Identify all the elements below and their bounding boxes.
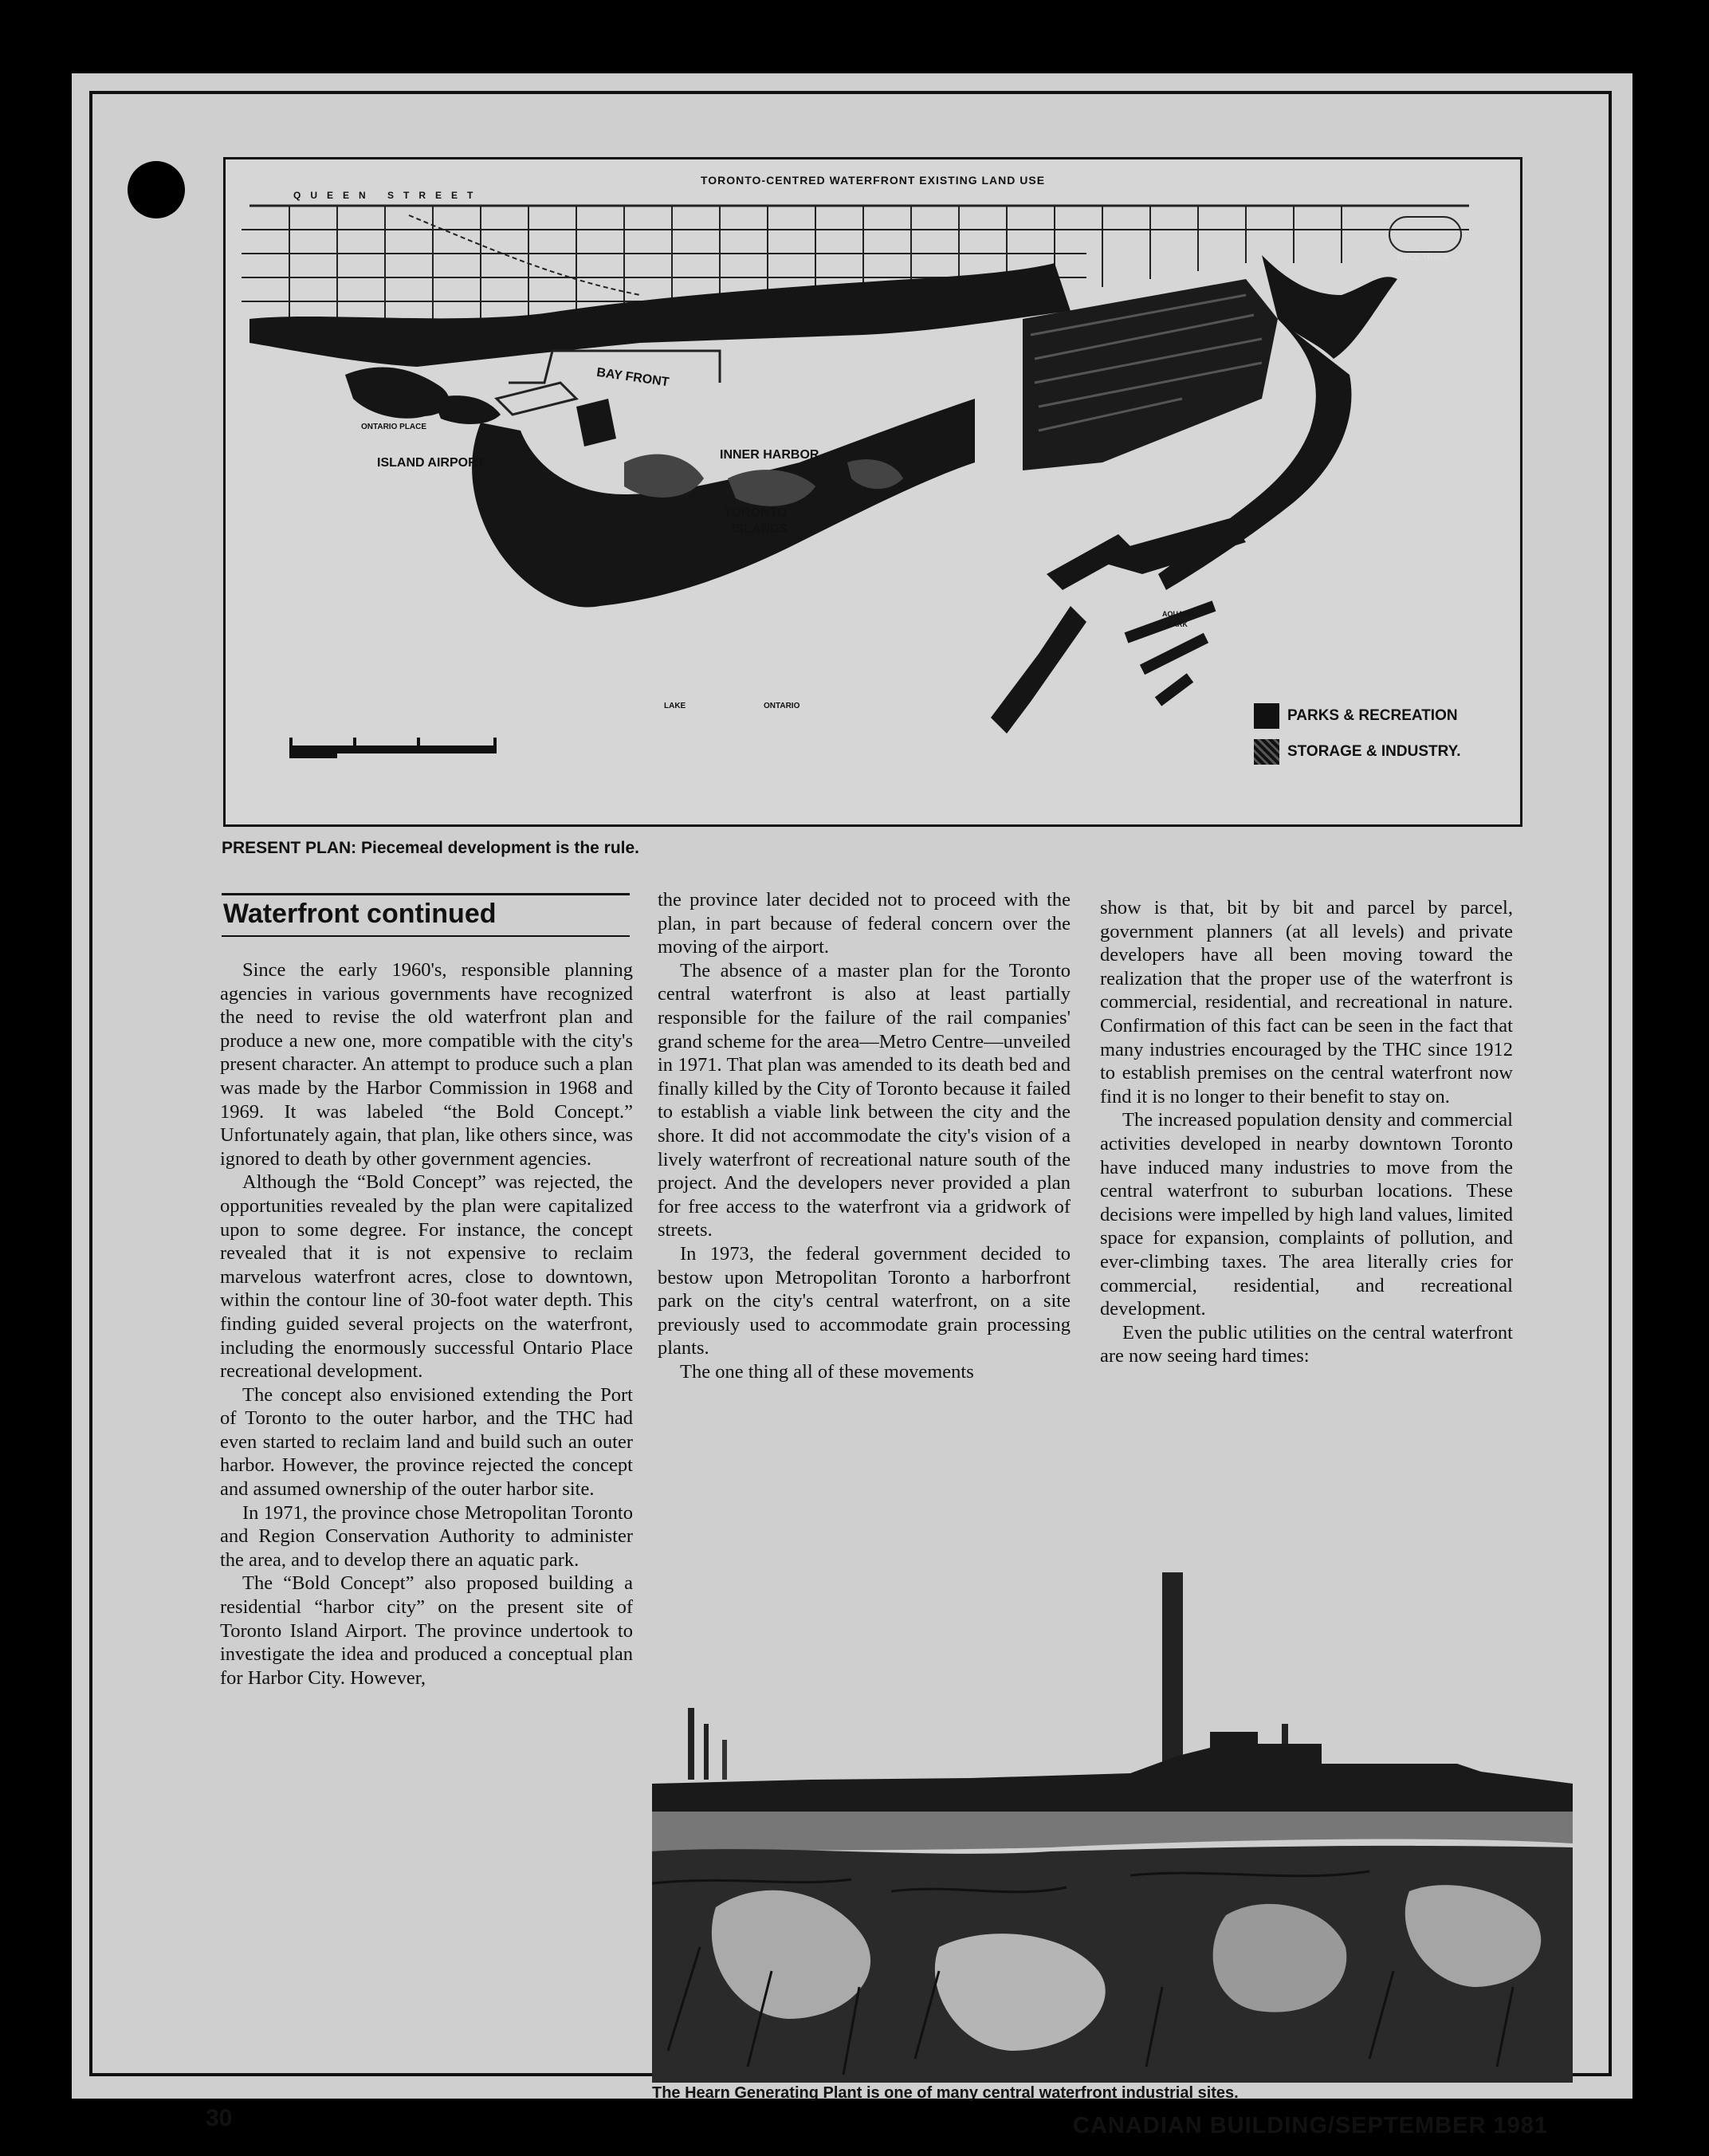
article-heading: Waterfront continued [223,899,497,929]
hearn-plant-photo [652,1572,1573,2083]
paragraph: the province later decided not to proceed with the plan, in part because of federal concern over the moving of the airport. [658,889,1071,958]
paragraph: The “Bold Concept” also proposed building a residential “harbor city” on the present site of Toronto Island Airport. The province undertook to investigate the idea and produced a conceptual plan for Harbor City. However, [220,1572,633,1689]
map-label-lake: LAKE [664,702,686,710]
article-column-2 [658,888,1071,1383]
page-number: 30 [206,2105,233,2131]
paragraph: The absence of a master plan for the Toronto central waterfront is also at least partially responsible for the failure of the rail companies' grand scheme for the area—Metro Centre—unveiled in 1971. That plan was amended to its death bed and finally killed by the City of Toronto because it failed to establish a viable link between the city and the shore. It did not accommodate the city's vision of a lively waterfront of recreational nature south of the project. And the developers never provided a plan for free access to the waterfront via a gridwork of streets. [658,959,1071,1241]
legend-swatch-hatched [1254,739,1279,765]
map-label-aquatic-park-line1: AQUATIC [1162,610,1195,618]
paragraph: show is that, bit by bit and parcel by parcel, government planners (at all levels) and private developers have all been moving toward the realization that the proper use of the waterfront is commercial, residential, and recreational in nature. Confirmation of this fact can be seen in the fact that many industries encouraged by the THC since 1912 to establish premises on the central waterfront now find it is no longer to their benefit to stay on. [1100,897,1513,1108]
map-caption [222,839,639,858]
publication-footer: CANADIAN BUILDING/SEPTEMBER 1981 [1073,2113,1548,2138]
map-label-inner-harbor: INNER HARBOR [720,448,819,462]
map-label-bay-front: BAY FRONT [595,365,670,390]
magazine-page [72,73,1632,2138]
map-label-toronto-islands-line2: ISLANDS [732,522,788,536]
map-title: TORONTO-CENTRED WATERFRONT EXISTING LAND USE [700,174,1046,187]
photo-caption: The Hearn Generating Plant is one of many central waterfront industrial sites. [652,2084,1239,2102]
land-use-map [223,157,1522,827]
map-caption-lead: PRESENT PLAN: [222,839,357,857]
paragraph: Even the public utilities on the central waterfront are now seeing hard times: [1100,1321,1513,1367]
paragraph: Since the early 1960's, responsible planning agencies in various governments have recognized the need to revise the old waterfront plan and produce a new one, more compatible with the city's present character. An attempt to produce such a plan was made by the Harbor Commission in 1968 and 1969. It was labeled “the Bold Concept.” Unfortunately again, that plan, like others since, was ignored to death by other government agencies. [220,959,633,1170]
legend-label: PARKS & RECREATION [1287,707,1458,724]
photo-drawing [652,1572,1573,2083]
paragraph: The one thing all of these movements [680,1360,974,1383]
paragraph: The increased population density and commercial activities developed in nearby downtown Toronto have induced many industries to move from the central waterfront to suburban locations. These decisions were impelled by high land values, limited space for expansion, complaints of pollution, and ever-climbing taxes. The area literally cries for commercial, residential, and recreational development. [1100,1109,1513,1320]
paragraph: The concept also envisioned extending the Port of Toronto to the outer harbor, and the THC had even started to reclaim land and build such an outer harbor. However, the province rejected the concept and assumed ownership of the outer harbor site. [220,1383,633,1501]
article-column-3 [1100,896,1513,1368]
punch-hole [128,161,185,218]
legend-item-storage [1254,739,1460,765]
map-label-queen-street: QUEEN STREET [293,190,483,201]
map-label-ontario-place: ONTARIO PLACE [361,423,427,431]
legend-label: STORAGE & INDUSTRY. [1287,743,1461,760]
map-label-aquatic-park-line2: PARK [1168,620,1188,628]
map-label-race-track: RACE TRACK [1397,254,1451,262]
map-label-island-airport: ISLAND AIRPORT [377,456,485,470]
heading-rule-top [222,893,630,895]
paragraph: In 1971, the province chose Metropolitan Toronto and Region Conservation Authority to administer the area, and to develop there an aquatic park. [220,1501,633,1571]
map-label-ontario: ONTARIO [764,702,800,710]
map-label-toronto-islands-line1: TORONTO [724,506,788,520]
legend-item-parks [1254,703,1458,729]
legend-swatch-solid [1254,703,1279,729]
article-column-1 [220,958,633,1690]
map-caption-text: Piecemeal development is the rule. [361,839,640,857]
heading-rule-bottom [222,935,630,937]
paragraph: Although the “Bold Concept” was rejected, the opportunities revealed by the plan were capitalized upon to some degree. For instance, the concept revealed that it is not expensive to reclaim marvelous waterfront acres, close to downtown, within the contour line of 30-foot water depth. This finding guided several projects on the waterfront, including the enormously successful Ontario Place recreational development. [220,1171,633,1383]
paragraph: In 1973, the federal government decided to bestow upon Metropolitan Toronto a harborfront park on the city's central waterfront, on a site previously used to accommodate grain processing plants. [658,1242,1071,1359]
